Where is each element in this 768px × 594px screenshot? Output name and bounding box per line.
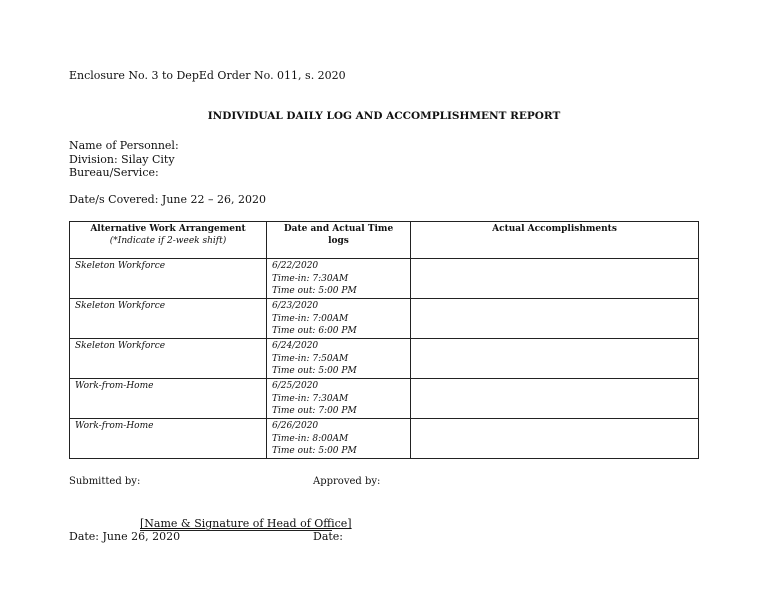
- approved-by-label: Approved by:: [313, 476, 381, 487]
- time-log-cell: [267, 379, 411, 419]
- accomplishment-cell: [411, 299, 699, 339]
- personnel-info: [69, 139, 179, 180]
- enclosure-reference: Enclosure No. 3 to DepEd Order No. 011, s. 2020: [69, 69, 346, 82]
- header-arrangement: [70, 222, 267, 259]
- arrangement-text: Skeleton Workforce: [75, 301, 166, 311]
- table-row: [70, 299, 699, 339]
- arrangement-text: Skeleton Workforce: [75, 341, 166, 351]
- log-date: 6/22/2020: [272, 261, 319, 271]
- accomplishment-cell: [411, 259, 699, 299]
- report-title: INDIVIDUAL DAILY LOG AND ACCOMPLISHMENT REPORT: [207, 110, 561, 122]
- log-time-in: Time-in: 7:00AM: [272, 313, 349, 324]
- dates-covered: Date/s Covered: June 22 – 26, 2020: [69, 193, 266, 206]
- table-row: [70, 419, 699, 459]
- log-time-out: Time out: 5:00 PM: [272, 286, 357, 296]
- accomplishment-cell: [411, 379, 699, 419]
- arrangement-cell: [70, 259, 267, 299]
- log-time-in: Time-in: 8:00AM: [272, 433, 349, 444]
- log-date: 6/26/2020: [272, 421, 319, 431]
- bureau-field: Bureau/Service:: [69, 166, 159, 179]
- date-approved: Date:: [313, 530, 344, 543]
- table-row: [70, 259, 699, 299]
- header-arrangement-label: Alternative Work Arrangement: [90, 224, 246, 234]
- header-arrangement-note: (*Indicate if 2-week shift): [109, 236, 227, 246]
- daily-log-table: [69, 221, 699, 459]
- arrangement-text: Work-from-Home: [75, 421, 154, 431]
- log-time-out: Time out: 6:00 PM: [272, 326, 357, 336]
- header-accomplishments: Actual Accomplishments: [411, 222, 699, 259]
- log-date: 6/24/2020: [272, 341, 319, 351]
- header-time-logs-line1: Date and Actual Time: [283, 224, 394, 234]
- time-log-cell: [267, 259, 411, 299]
- table-row: [70, 379, 699, 419]
- arrangement-text: Skeleton Workforce: [75, 261, 166, 271]
- signature-caption: [Name & Signature of Head of Office]: [140, 517, 352, 530]
- table-header-row: [70, 222, 699, 259]
- time-log-cell: [267, 299, 411, 339]
- log-time-out: Time out: 5:00 PM: [272, 366, 357, 376]
- log-time-out: Time out: 7:00 PM: [272, 406, 357, 416]
- log-time-in: Time-in: 7:30AM: [272, 273, 349, 284]
- log-date: 6/25/2020: [272, 381, 319, 391]
- log-time-in: Time-in: 7:50AM: [272, 353, 349, 364]
- table-row: [70, 339, 699, 379]
- time-log-cell: [267, 339, 411, 379]
- arrangement-cell: [70, 419, 267, 459]
- arrangement-text: Work-from-Home: [75, 381, 154, 391]
- log-date: 6/23/2020: [272, 301, 319, 311]
- arrangement-cell: [70, 339, 267, 379]
- header-time-logs: [267, 222, 411, 259]
- division-field: Division: Silay City: [69, 152, 175, 166]
- submitted-by-label: Submitted by:: [69, 476, 141, 487]
- accomplishment-cell: [411, 419, 699, 459]
- time-log-cell: [267, 419, 411, 459]
- arrangement-cell: [70, 379, 267, 419]
- log-time-out: Time out: 5:00 PM: [272, 446, 357, 456]
- personnel-name-field: Name of Personnel:: [69, 139, 179, 152]
- arrangement-cell: [70, 299, 267, 339]
- accomplishment-cell: [411, 339, 699, 379]
- date-submitted: Date: June 26, 2020: [69, 530, 181, 543]
- header-time-logs-line2: logs: [328, 236, 349, 246]
- log-time-in: Time-in: 7:30AM: [272, 393, 349, 404]
